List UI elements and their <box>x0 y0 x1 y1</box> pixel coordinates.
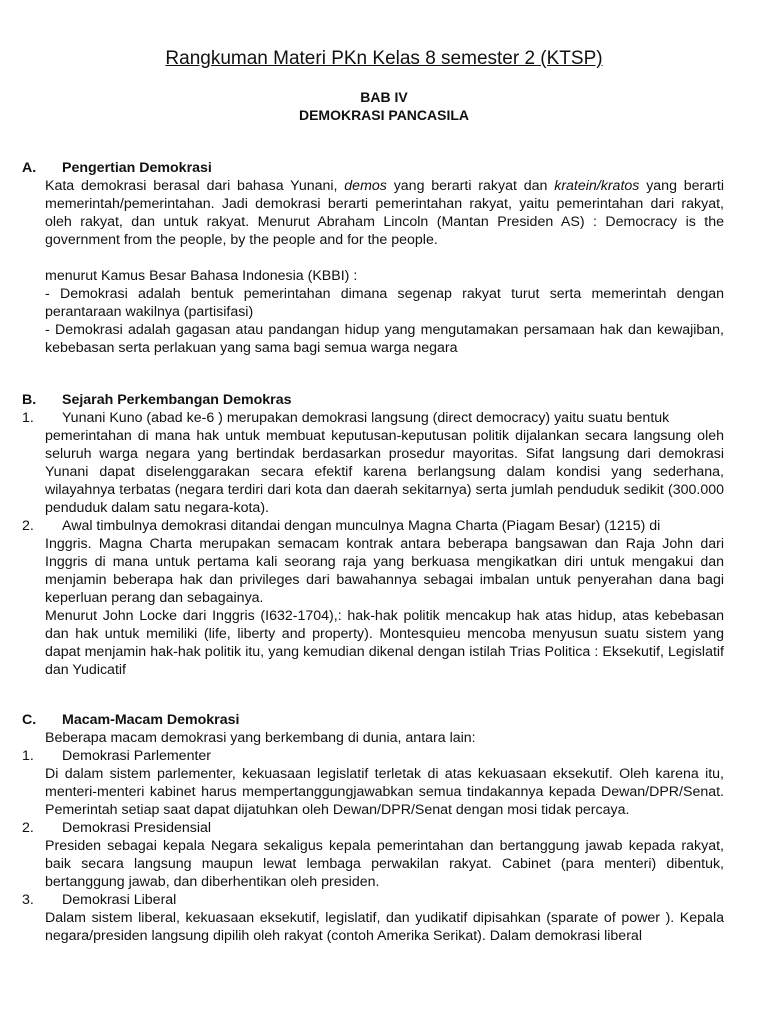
item-text: pemerintahan di mana hak untuk membuat keputusan-keputusan politik dijalankan secara langsung oleh seluruh warga negara yang bertindak berdasarkan prosedur mayoritas. Sifat langsung dari demokrasi Yunani dapat diselenggarakan secara efektif karena berlangsung dalam kondisi yang sederhana, wilayahnya terbatas (negara terdiri dari kota dan daerah sekitarnya) serta jumlah penduduk sedikit (300.000 penduduk dalam satu negara-kota). <box>45 428 724 516</box>
item-number: 2. <box>22 518 34 534</box>
section-a <box>22 159 724 357</box>
section-c <box>22 711 724 945</box>
section-b-heading <box>22 391 724 409</box>
text-segment: yang berarti memerintah/pemerintahan. Jadi demokrasi berarti pemerintahan rakyat, yaitu pemerintahan dari rakyat, oleh rakyat, dan untuk rakyat. Menurut Abraham Lincoln (Mantan Presiden AS) : Democracy is the government from the people, by the people and for the people. <box>45 178 724 248</box>
kbbi-definition-1: - Demokrasi adalah bentuk pemerintahan dimana segenap rakyat turut serta memerintah dengan perantaraan wakilnya (partisifasi) <box>45 286 724 320</box>
item-body <box>22 909 724 945</box>
item-number: 1. <box>22 748 34 764</box>
section-b <box>22 391 724 679</box>
item-body <box>22 427 724 517</box>
item-first-line: Yunani Kuno (abad ke-6 ) merupakan demokrasi langsung (direct democracy) yaitu suatu bentuk <box>62 410 670 426</box>
document-title: Rangkuman Materi PKn Kelas 8 semester 2 (KTSP) <box>165 48 603 69</box>
section-a-heading <box>22 159 724 177</box>
item-first-line: Awal timbulnya demokrasi ditandai dengan munculnya Magna Charta (Piagam Besar) (1215) di <box>62 518 661 534</box>
item-title: Demokrasi Parlementer <box>62 748 212 764</box>
item-text-locke: Menurut John Locke dari Inggris (I632-1704),: hak-hak politik mencakup hak atas hidup, atas kebebasan dan hak untuk memiliki (life, liberty and property). Montesquieu mencoba menyusun suatu sistem yang dapat menjamin hak-hak politik itu, yang kemudian dikenal dengan istilah Trias Politica : Eksekutif, Legislatif dan Yudicatif <box>45 608 724 678</box>
term-demos: demos <box>344 178 387 194</box>
section-title: Sejarah Perkembangan Demokras <box>62 392 292 408</box>
kbbi-intro: menurut Kamus Besar Bahasa Indonesia (KBBI) : <box>45 268 358 284</box>
section-label: C. <box>22 712 37 728</box>
section-c-heading <box>22 711 724 729</box>
list-item <box>22 891 724 909</box>
item-text: Inggris. Magna Charta merupakan semacam kontrak antara beberapa bangsawan dan Raja John dari Inggris di mana untuk pertama kali seorang raja yang berkuasa mengikatkan diri untuk mengakui dan menjamin beberapa hak dan privileges dari bawahannya sebagai imbalan untuk penyerahan dana bagi keperluan perang dan sebagainya. <box>45 536 724 606</box>
item-number: 1. <box>22 410 34 426</box>
text-segment: Kata demokrasi berasal dari bahasa Yunani, <box>45 178 345 194</box>
item-title: Demokrasi Liberal <box>62 892 177 908</box>
term-kratein: kratein/kratos <box>554 178 640 194</box>
item-text: Di dalam sistem parlementer, kekuasaan legislatif terletak di atas kekuasaan eksekutif. Oleh karena itu, menteri-menteri kabinet harus mempertanggungjawabkan semua tindakannya kepada Dewan/DPR/Senat. Pemerintah setiap saat dapat dijatuhkan oleh Dewan/DPR/Senat dengan mosi tidak percaya. <box>45 766 724 818</box>
list-item <box>22 747 724 765</box>
list-item <box>22 819 724 837</box>
text-segment: yang berarti rakyat dan <box>386 178 555 194</box>
item-title: Demokrasi Presidensial <box>62 820 212 836</box>
list-item <box>22 517 724 535</box>
chapter-title: DEMOKRASI PANCASILA <box>298 107 470 123</box>
item-number: 2. <box>22 820 34 836</box>
item-number: 3. <box>22 892 34 908</box>
definition-paragraph <box>22 177 724 357</box>
section-label: A. <box>22 160 37 176</box>
section-title: Macam-Macam Demokrasi <box>62 712 240 728</box>
chapter-number: BAB IV <box>360 89 408 105</box>
section-intro <box>22 729 724 747</box>
item-body <box>22 837 724 891</box>
item-body <box>22 535 724 679</box>
item-body <box>22 765 724 819</box>
item-text: Dalam sistem liberal, kekuasaan eksekutif, legislatif, dan yudikatif dipisahkan (sparate of power ). Kepala negara/presiden langsung dipilih oleh rakyat (contoh Amerika Serikat). Dalam demokrasi liberal <box>45 910 724 944</box>
item-text: Presiden sebagai kepala Negara sekaligus kepala pemerintahan dan bertanggung jawab kepada rakyat, baik secara langsung maupun lewat lembaga perwakilan rakyat. Cabinet (para menteri) dibentuk, bertanggung jawab, dan diberhentikan oleh presiden. <box>45 838 724 890</box>
kbbi-definition-2: - Demokrasi adalah gagasan atau pandangan hidup yang mengutamakan persamaan hak dan kewajiban, kebebasan serta perlakuan yang sama bagi semua warga negara <box>45 322 724 356</box>
section-label: B. <box>22 392 37 408</box>
intro-text: Beberapa macam demokrasi yang berkembang di dunia, antara lain: <box>45 730 476 746</box>
section-title: Pengertian Demokrasi <box>62 160 212 176</box>
list-item <box>22 409 724 427</box>
